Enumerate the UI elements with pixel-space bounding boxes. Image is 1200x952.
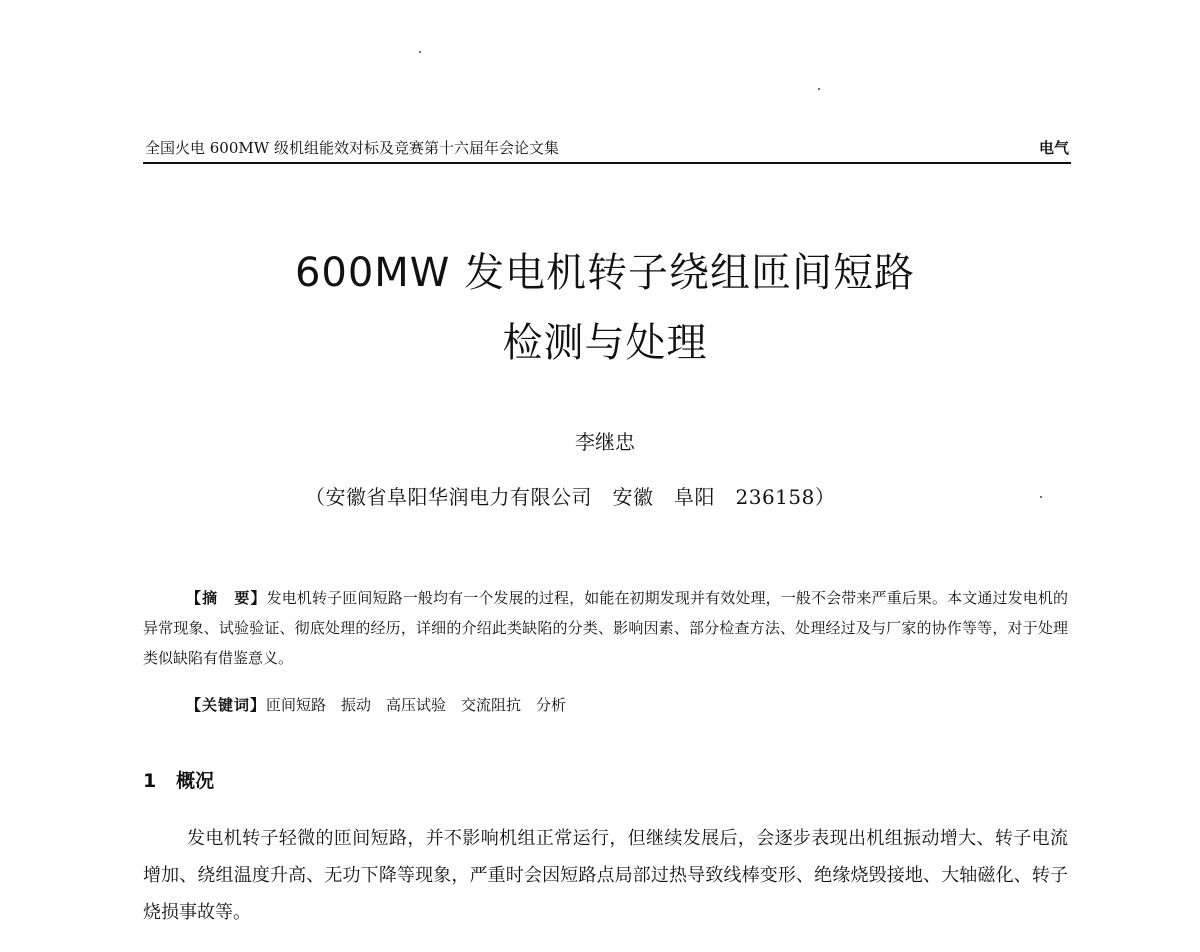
section-number: 1 [143, 770, 157, 792]
author-affiliation: （安徽省阜阳华润电力有限公司 安徽 阜阳 236158） [305, 485, 836, 509]
scan-speck [818, 88, 820, 90]
section-title: 概况 [176, 770, 215, 792]
scan-speck [1040, 496, 1042, 498]
abstract-text: 发电机转子匝间短路一般均有一个发展的过程，如能在初期发现并有效处理，一般不会带来严重后果。本文通过发电机的异常现象、试验验证、彻底处理的经历，详细的介绍此类缺陷的分类、影响因素、部分检查方法、处理经过及与厂家的协作等等，对于处理类似缺陷有借鉴意义。 [143, 589, 1068, 667]
keywords-label: 【关键词】 [186, 696, 267, 714]
keywords-text: 匝间短路 振动 高压试验 交流阻抗 分析 [266, 696, 567, 714]
header-section-label: 电气 [1038, 139, 1069, 157]
section-paragraph: 发电机转子轻微的匝间短路，并不影响机组正常运行，但继续发展后，会逐步表现出机组振动增大、转子电流增加、绕组温度升高、无功下降等现象，严重时会因短路点局部过热导致线棒变形、绝缘烧毁接地、大轴磁化、转子烧损事故等。 [143, 828, 1068, 923]
abstract [143, 583, 1068, 673]
paper-title-line1: 600MW 发电机转子绕组匝间短路 [294, 250, 916, 296]
keywords [186, 690, 566, 720]
scan-speck [419, 51, 421, 53]
abstract-label: 【摘 要】 [186, 589, 267, 607]
paper-title-line2: 检测与处理 [502, 320, 708, 366]
running-header [143, 138, 1071, 164]
author-name: 李继忠 [575, 430, 635, 454]
section-heading [143, 767, 214, 795]
header-proceedings-title: 全国火电 600MW 级机组能效对标及竞赛第十六届年会论文集 [145, 139, 559, 157]
